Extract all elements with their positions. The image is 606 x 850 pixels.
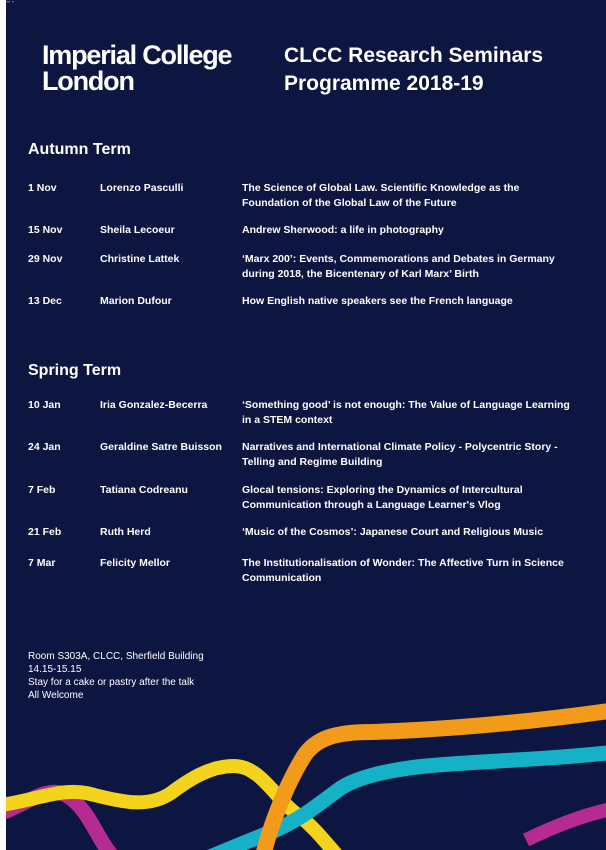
seminar-title: Narratives and International Climate Policy - Polycentric Story - Telling and Regime Building	[242, 441, 558, 468]
seminar-title: The Science of Global Law. Scientific Knowledge as the Foundation of the Global Law of the Future	[242, 182, 520, 209]
programme-heading: CLCC Research Seminars Programme 2018-19	[284, 44, 544, 95]
poster	[6, 0, 606, 850]
term-title-autumn: Autumn Term	[28, 141, 131, 158]
seminar-date: 13 Dec	[28, 295, 62, 307]
info-room: Room S303A, CLCC, Sherfield Building	[28, 651, 204, 662]
seminar-speaker: Lorenzo Pasculli	[100, 182, 184, 194]
ribbon-magenta-right	[526, 808, 606, 840]
seminar-title: ‘Something good’ is not enough: The Value of Language Learning in a STEM context	[242, 399, 570, 426]
seminar-title: Andrew Sherwood: a life in photography	[242, 224, 444, 236]
seminar-title: ‘Music of the Cosmos’: Japanese Court and Religious Music	[242, 526, 544, 538]
info-time: 14.15-15.15	[28, 664, 82, 675]
seminar-speaker: Marion Dufour	[100, 295, 172, 307]
seminar-date: 10 Jan	[28, 399, 61, 411]
seminar-speaker: Iria Gonzalez-Becerra	[100, 399, 208, 411]
seminar-title: Glocal tensions: Exploring the Dynamics of Intercultural Communication through a Language Learner's Vlog	[242, 484, 523, 511]
term-title-spring: Spring Term	[28, 362, 122, 379]
seminar-speaker: Ruth Herd	[100, 526, 151, 538]
corner-mark: •• •	[6, 0, 14, 6]
seminar-date: 15 Nov	[28, 224, 63, 236]
seminar-date: 7 Feb	[28, 484, 56, 496]
decorative-ribbons	[6, 690, 606, 850]
imperial-college-logo: Imperial College London	[42, 40, 232, 96]
seminar-title: How English native speakers see the French language	[242, 295, 513, 307]
seminar-speaker: Geraldine Satre Buisson	[100, 441, 222, 453]
seminar-date: 1 Nov	[28, 182, 57, 194]
seminar-speaker: Christine Lattek	[100, 253, 180, 265]
seminar-date: 29 Nov	[28, 253, 63, 265]
seminar-date: 24 Jan	[28, 441, 61, 453]
seminar-date: 21 Feb	[28, 526, 62, 538]
seminar-speaker: Felicity Mellor	[100, 557, 171, 569]
seminar-title: The Institutionalisation of Wonder: The Affective Turn in Science Communication	[242, 557, 564, 584]
seminar-date: 7 Mar	[28, 557, 56, 569]
seminar-speaker: Tatiana Codreanu	[100, 484, 188, 496]
info-welcome: All Welcome	[28, 690, 84, 701]
seminar-title: ‘Marx 200’: Events, Commemorations and Debates in Germany during 2018, the Bicentenary of Karl Marx’ Birth	[242, 253, 555, 280]
info-refreshments: Stay for a cake or pastry after the talk	[28, 677, 195, 688]
seminar-speaker: Sheila Lecoeur	[100, 224, 175, 236]
